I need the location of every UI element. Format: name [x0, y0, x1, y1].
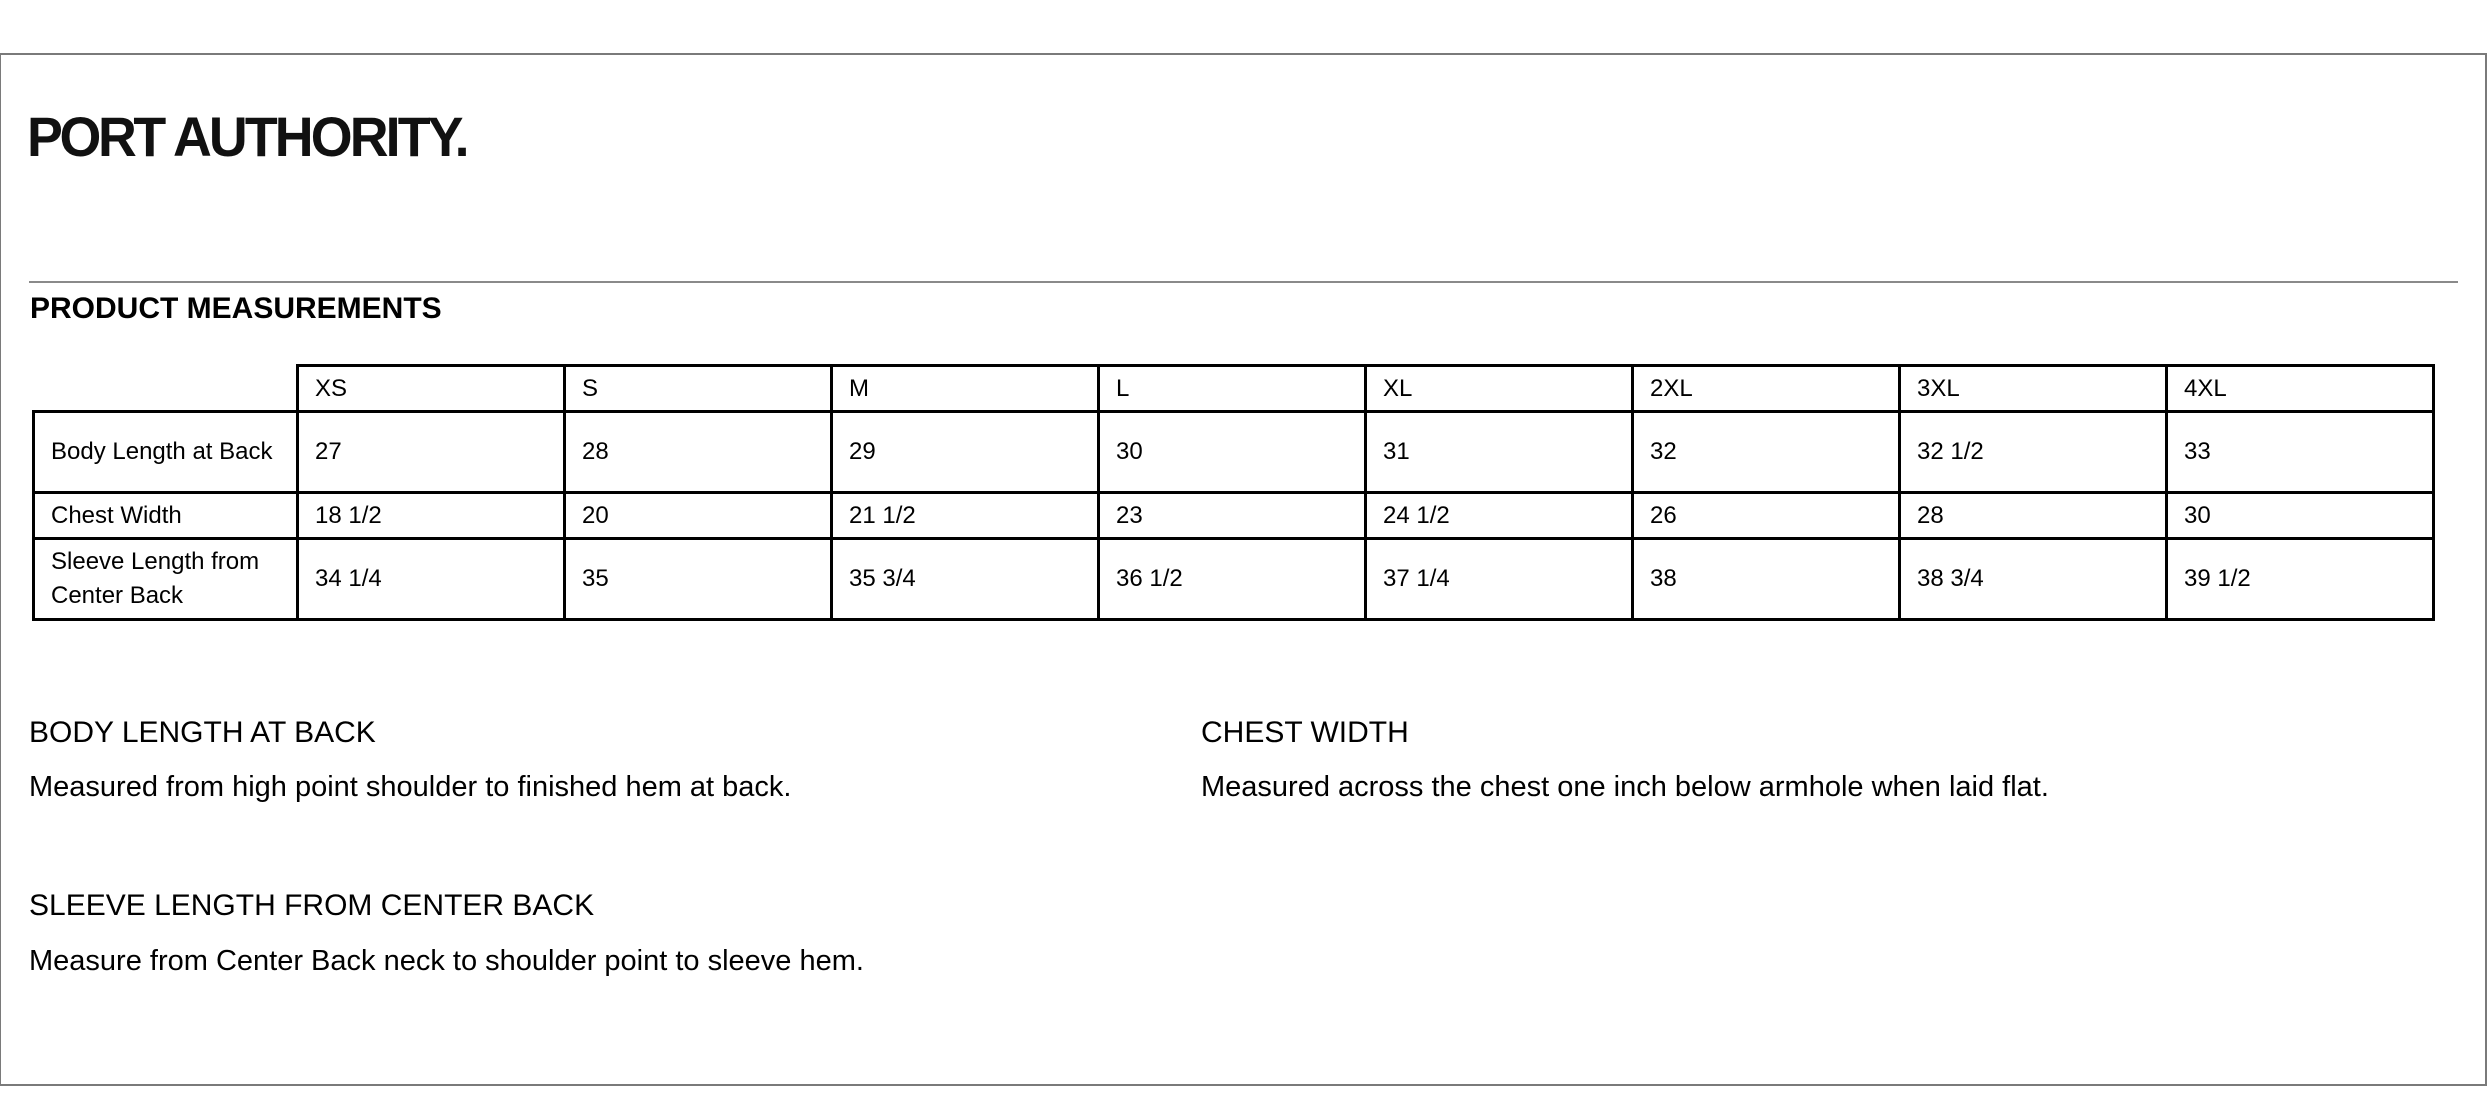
body-length-title: BODY LENGTH AT BACK [29, 716, 376, 749]
size-header-l: L [1099, 366, 1366, 412]
size-header-xl: XL [1366, 366, 1633, 412]
port-authority-logo [27, 107, 545, 167]
size-header-xs: XS [298, 366, 565, 412]
row-label: Sleeve Length from Center Back [34, 539, 298, 620]
table-row-chest-width [34, 493, 2434, 539]
table-cell: 27 [298, 412, 565, 493]
logo-word-authority: AUTHORITY. [172, 105, 467, 168]
table-cell: 39 1/2 [2167, 539, 2434, 620]
table-cell: 32 [1633, 412, 1900, 493]
table-cell: 38 [1633, 539, 1900, 620]
table-cell: 21 1/2 [832, 493, 1099, 539]
table-cell: 37 1/4 [1366, 539, 1633, 620]
sleeve-length-title: SLEEVE LENGTH FROM CENTER BACK [29, 889, 595, 922]
chest-width-description: Measured across the chest one inch below armhole when laid flat. [1201, 771, 2049, 803]
table-header-row [34, 366, 2434, 412]
table-cell: 29 [832, 412, 1099, 493]
body-length-description: Measured from high point shoulder to finished hem at back. [29, 771, 792, 803]
size-header-3xl: 3XL [1900, 366, 2167, 412]
table-cell: 38 3/4 [1900, 539, 2167, 620]
table-corner-cell [34, 366, 298, 412]
table-cell: 26 [1633, 493, 1900, 539]
chest-width-title: CHEST WIDTH [1201, 716, 1409, 749]
sleeve-length-description: Measure from Center Back neck to shoulder point to sleeve hem. [29, 945, 864, 977]
size-header-s: S [565, 366, 832, 412]
table-cell: 35 3/4 [832, 539, 1099, 620]
table-cell: 23 [1099, 493, 1366, 539]
table-cell: 31 [1366, 412, 1633, 493]
logo-word-port: PORT [27, 105, 163, 168]
table-cell: 33 [2167, 412, 2434, 493]
table-cell: 18 1/2 [298, 493, 565, 539]
table-cell: 24 1/2 [1366, 493, 1633, 539]
table-cell: 28 [565, 412, 832, 493]
table-cell: 30 [1099, 412, 1366, 493]
table-cell: 35 [565, 539, 832, 620]
table-cell: 20 [565, 493, 832, 539]
row-label: Chest Width [34, 493, 298, 539]
size-header-4xl: 4XL [2167, 366, 2434, 412]
measurements-table [32, 364, 2435, 621]
size-header-m: M [832, 366, 1099, 412]
table-cell: 34 1/4 [298, 539, 565, 620]
table-row-sleeve-length [34, 539, 2434, 620]
table-row-body-length [34, 412, 2434, 493]
section-title: PRODUCT MEASUREMENTS [30, 292, 442, 325]
table-cell: 28 [1900, 493, 2167, 539]
size-header-2xl: 2XL [1633, 366, 1900, 412]
table-cell: 36 1/2 [1099, 539, 1366, 620]
table-cell: 32 1/2 [1900, 412, 2167, 493]
row-label: Body Length at Back [34, 412, 298, 493]
header-divider [29, 281, 2458, 283]
table-cell: 30 [2167, 493, 2434, 539]
